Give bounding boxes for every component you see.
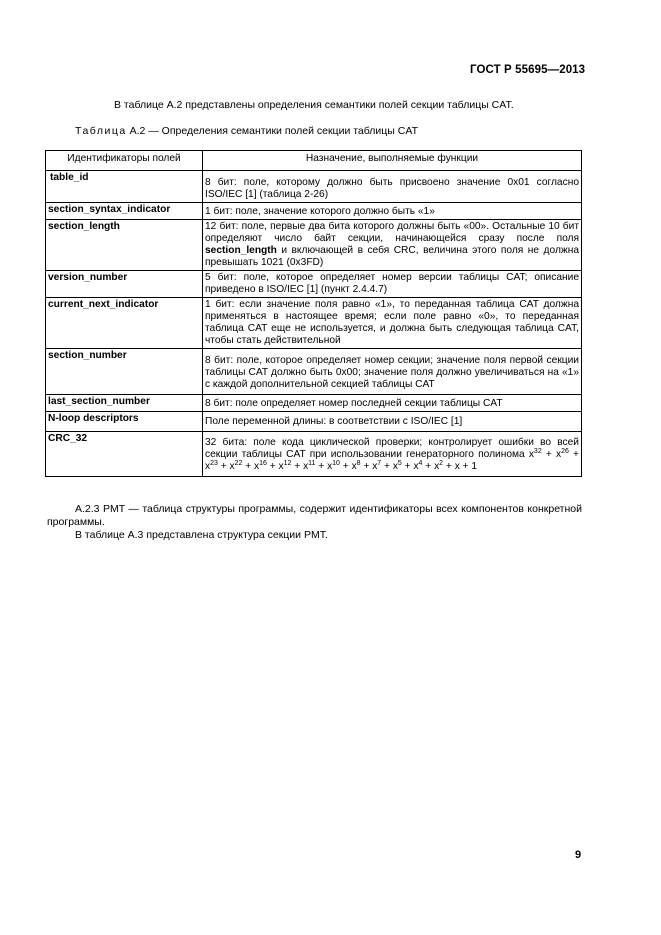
polynomial-exponent: 5 — [397, 460, 402, 467]
polynomial-term: $x^{12}$ — [278, 460, 292, 472]
polynomial-exponent: 11 — [308, 460, 316, 467]
field-id-cell: last_section_number — [46, 395, 203, 412]
field-func-cell: 1 бит: если значение поля равно «1», то переданная таблица CAT должна применяться в настоящее время; если поле равно «0», то переданная таблица CAT еще не используется, и должна быть следующая таблица CAT, чтобы стать действительной — [203, 298, 582, 349]
polynomial-exponent: 10 — [332, 460, 340, 467]
pmt-definition-text: А.2.3 PMT — таблица структуры программы, содержит идентификаторы всех компонентов конкретной программы. — [47, 503, 582, 528]
page-number: 9 — [575, 849, 582, 861]
polynomial-term: $x^5$ — [392, 460, 402, 472]
polynomial-term: $x^{23}$ — [205, 460, 218, 472]
table-row — [46, 349, 582, 395]
field-func-cell: Поле переменной длины: в соответствии с ISO/IEC [1] — [203, 412, 582, 432]
polynomial-exponent: 7 — [377, 460, 382, 467]
func-text-part: и включающей в себя CRC, величина этого поля не должна превышать 1021 (0x3FD) — [205, 245, 579, 268]
polynomial-term: $x^{11}$ — [303, 460, 316, 472]
pmt-reference-text: В таблице А.3 представлена структура секции PMT. — [75, 529, 328, 541]
polynomial-term: $x^4$ — [413, 460, 423, 472]
field-id-cell: version_number — [46, 271, 203, 298]
field-func-cell: 8 бит: поле, которому должно быть присвоено значение 0x01 согласно ISO/IEC [1] (таблица 2-26) — [203, 171, 582, 203]
table-header-row — [46, 151, 582, 171]
crc-polynomial: $x^{32} + x^{26} + x^{23} + x^{22} + x^{16} + x^{12} + x^{11} + x^{10} + x^8 + x^7 + x^5 + x^4 + x^2 + x + 1$ — [205, 448, 579, 472]
table-row — [46, 271, 582, 298]
table-row — [46, 395, 582, 412]
field-id-cell: section_syntax_indicator — [46, 203, 203, 220]
field-id-cell: current_next_indicator — [46, 298, 203, 349]
field-func-cell: 1 бит: поле, значение которого должно быть «1» — [203, 203, 582, 220]
polynomial-exponent: 16 — [259, 460, 267, 467]
intro-paragraph: В таблице А.2 представлены определения семантики полей секции таблицы CAT. — [114, 99, 514, 111]
header-field-ids: Идентификаторы полей — [46, 151, 203, 171]
field-id-cell: CRC_32 — [46, 432, 203, 477]
polynomial-term: $x^{26}$ — [555, 448, 569, 460]
polynomial-term: $x^2$ — [434, 460, 444, 472]
polynomial-exponent: 4 — [418, 460, 423, 467]
field-func-cell — [203, 220, 582, 271]
field-id-cell: N-loop descriptors — [46, 412, 203, 432]
func-text-part: 32 бита: поле кода циклической проверки; контролирует ошибки во всей секции таблицы CAT при использовании генераторного полинома — [205, 437, 579, 460]
polynomial-term: $x^{16}$ — [254, 460, 267, 472]
polynomial-exponent: 32 — [533, 448, 542, 455]
table-row — [46, 171, 582, 203]
document-standard-header: ГОСТ Р 55695—2013 — [470, 64, 586, 76]
field-id-cell: section_length — [46, 220, 203, 271]
pmt-reference-paragraph — [47, 529, 582, 542]
table-row — [46, 412, 582, 432]
polynomial-exponent: 23 — [210, 460, 218, 467]
polynomial-exponent: 22 — [234, 460, 243, 467]
field-id-cell: section_number — [46, 349, 203, 395]
func-text-part: 12 бит: поле, первые два бита которого должны быть «00». Остальные 10 бит определяют число байт секции, начинающейся сразу после поля — [205, 221, 579, 244]
polynomial-exponent: 12 — [283, 460, 292, 467]
polynomial-term: $x^{22}$ — [229, 460, 243, 472]
table-caption — [75, 125, 418, 137]
field-id-cell: table_id — [46, 171, 203, 203]
table-caption-label: Таблица — [75, 125, 127, 137]
polynomial-exponent: 8 — [356, 460, 361, 467]
func-text-bold: section_length — [205, 245, 277, 256]
table-row — [46, 203, 582, 220]
polynomial-exponent: 26 — [561, 448, 569, 455]
polynomial-term: $x^{10}$ — [327, 460, 340, 472]
pmt-definition-paragraph — [47, 503, 582, 529]
field-func-cell: 5 бит: поле, которое определяет номер версии таблицы CAT; описание приведено в ISO/IEC [1] (пункт 2.4.4.7) — [203, 271, 582, 298]
table-caption-text: А.2 — Определения семантики полей секции таблицы CAT — [126, 125, 418, 137]
polynomial-term: $x^{32}$ — [528, 448, 542, 460]
semantics-table — [45, 150, 582, 477]
polynomial-term: $x^8$ — [351, 460, 361, 472]
polynomial-exponent: 2 — [439, 460, 444, 467]
header-functions: Назначение, выполняемые функции — [203, 151, 582, 171]
table-row — [46, 220, 582, 271]
field-func-cell — [203, 432, 582, 477]
table-row — [46, 432, 582, 477]
table-row — [46, 298, 582, 349]
polynomial-term: $x^7$ — [372, 460, 382, 472]
field-func-cell: 8 бит: поле, которое определяет номер секции; значение поля первой секции таблицы CAT должно быть 0x00; значение поля должно увеличиваться на «1» с каждой дополнительной секцией таблицы CAT — [203, 349, 582, 395]
field-func-cell: 8 бит: поле определяет номер последней секции таблицы CAT — [203, 395, 582, 412]
